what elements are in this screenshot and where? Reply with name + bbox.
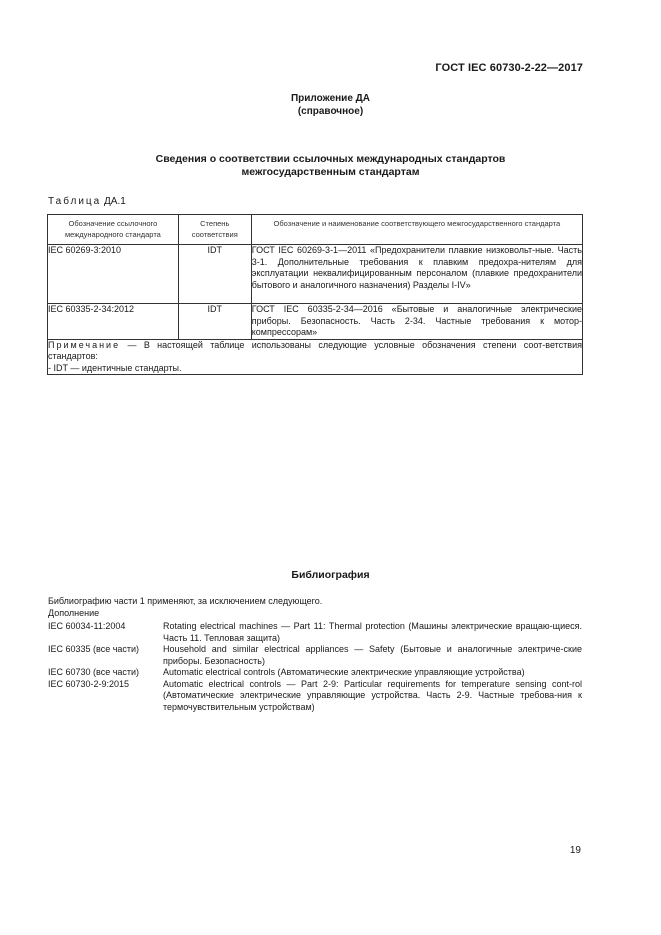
- header-gost-standard: Обозначение и наименование соответствующего межгосударственного стандарта: [251, 215, 582, 245]
- table-note-row: [48, 339, 583, 375]
- note-text: — В настоящей таблице использованы следующие условные обозначения степени соот-ветствия стандартов:: [48, 339, 582, 361]
- bibliography-intro: Библиографию части 1 применяют, за исключением следующего.: [48, 596, 323, 606]
- header-ref-standard: Обозначение ссылочного международного стандарта: [48, 215, 179, 245]
- annex-title-line1: Сведения о соответствии ссылочных международных стандартов: [155, 153, 506, 165]
- list-item: [48, 679, 582, 714]
- bib-entry-code: IEC 60730 (все части): [48, 667, 140, 677]
- table-note: [48, 339, 583, 375]
- bibliography-intro-block: [48, 596, 322, 619]
- header-degree: Степень соответствия: [178, 215, 251, 245]
- list-item: [48, 644, 582, 667]
- list-item: [48, 667, 582, 679]
- bibliography-addition: Дополнение: [48, 607, 100, 618]
- bib-entry-code: IEC 60730-2-9:2015: [48, 678, 130, 689]
- bibliography-list: [48, 621, 582, 713]
- table-row: [48, 304, 583, 340]
- annex-title: [0, 153, 661, 179]
- annex-heading: [0, 92, 661, 118]
- cell-ref: IEC 60269-3:2010: [48, 245, 179, 304]
- table-caption-word: Таблица: [48, 196, 102, 207]
- bib-entry-code: IEC 60034-11:2004: [48, 621, 126, 631]
- table-row: [48, 245, 583, 304]
- bib-entry-text: Rotating electrical machines — Part 11: Thermal protection (Машины электрические вращаю-щиеся. Часть 11. Тепловая защита): [163, 621, 582, 643]
- note-item: - IDT — идентичные стандарты.: [48, 362, 182, 373]
- table-caption-number: ДА.1: [104, 196, 126, 207]
- page-number: 19: [569, 845, 581, 856]
- correspondence-table: [47, 214, 583, 375]
- table-caption: [48, 196, 126, 207]
- cell-gost: ГОСТ IEC 60269-3-1—2011 «Предохранители плавкие низковольт-ные. Часть 3-1. Дополнительные требования к плавким предохра-нителям для эксплуатации неквалифицированным персоналом (плавкие предохранители бытового и аналогичного назначения) Разделы I-IV»: [251, 245, 582, 304]
- note-label: Примечание: [48, 339, 121, 350]
- cell-gost: ГОСТ IEC 60335-2-34—2016 «Бытовые и аналогичные электрические приборы. Безопасность. Часть 2-34. Частные требования к мотор-компрессорам»: [251, 304, 582, 337]
- bib-entry-text: Automatic electrical controls (Автоматические электрические управляющие устройства): [163, 667, 525, 677]
- list-item: [48, 621, 582, 644]
- document-code: ГОСТ IEC 60730-2-22—2017: [435, 62, 583, 74]
- table-header-row: [48, 215, 583, 245]
- annex-status: (справочное): [297, 106, 364, 117]
- bibliography-title: Библиография: [291, 569, 370, 581]
- cell-ref: IEC 60335-2-34:2012: [48, 304, 179, 340]
- cell-degree: IDT: [178, 245, 251, 304]
- annex-name: Приложение ДА: [290, 93, 371, 104]
- annex-title-line2: межгосударственным стандартам: [241, 166, 420, 178]
- bib-entry-code: IEC 60335 (все части): [48, 644, 140, 654]
- cell-degree: IDT: [178, 304, 251, 340]
- bib-entry-text: Household and similar electrical appliances — Safety (Бытовые и аналогичные электриче-ские приборы. Безопасность): [163, 644, 582, 666]
- bib-entry-text: Automatic electrical controls — Part 2-9: Particular requirements for temperature sensing cont-rol (Автоматические электрические управляющие устройства. Часть 2-9. Частные требова-ния к термочувствительным устройствам): [163, 678, 582, 712]
